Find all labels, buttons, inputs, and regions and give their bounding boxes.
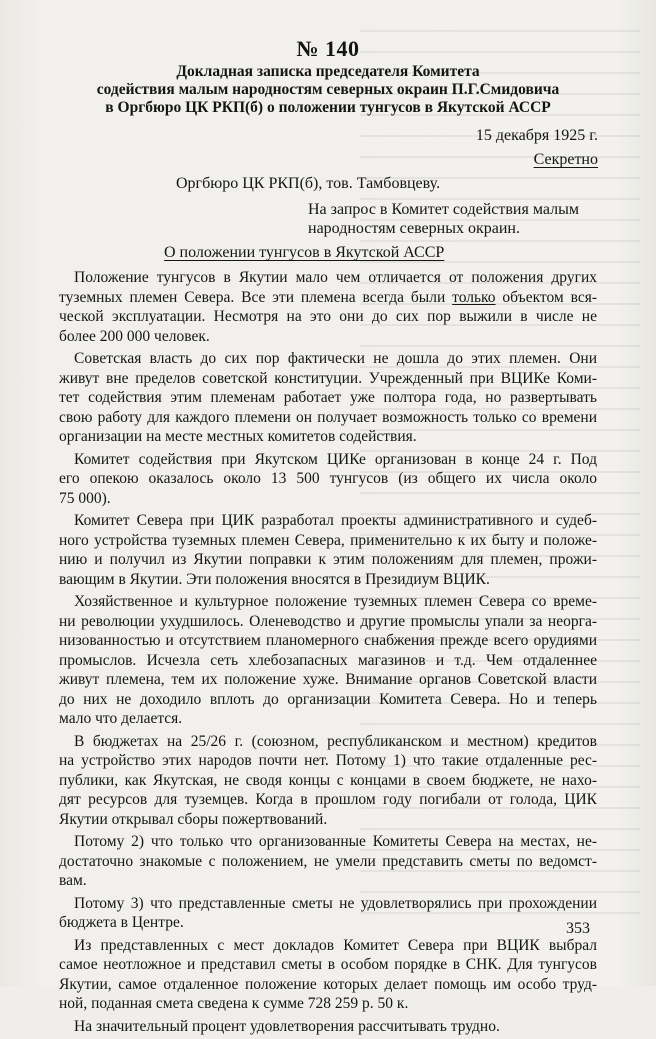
text-line: ни революции ухудшилось. Оленеводство и другие промыслы упали за неорга- [59, 612, 597, 630]
text-line: Потому 3) что представленные сметы не удовлетворялись при прохождении [74, 894, 597, 912]
text-line: Комитет содействия при Якутском ЦИКе организован в конце 24 г. Под [74, 450, 597, 468]
text-line: живут вне пределов советской конституции. Учрежденный при ВЦИКе Коми- [59, 369, 597, 387]
text-line: самое неотложное и представил сметы в особом порядке в СНК. Для тунгусов [59, 956, 597, 973]
text-segment: туземных племен Севера. Все эти племена всегда были [59, 288, 453, 306]
text-line: более 200 000 человек. [59, 327, 210, 345]
text-line: мало что делается. [59, 710, 183, 727]
text-line: Якутии открывал сборы пожертвований. [59, 810, 328, 828]
text-line: дят ресурсов для туземцев. Когда в прошлом году погибали от голода, ЦИК [59, 791, 597, 808]
request-line: На запрос в Комитет содействия малым [308, 201, 579, 218]
text-line: вам. [59, 872, 87, 889]
text-line: промыслов. Исчезла сеть хлебозапасных магазинов и т.д. Чем отдаленнее [59, 651, 597, 669]
text-line: низованностью и отсутствием планомерного снабжения прежде всего орудиями [59, 632, 597, 649]
classification-mark: Секретно [533, 151, 598, 168]
text-line: публики, как Якутская, не сводя концы с концами в своем бюджете, не нахо- [59, 771, 597, 789]
text-line: Потому 2) что только что организованные Комитеты Севера на местах, не- [74, 833, 597, 850]
paragraph-6 [59, 732, 597, 830]
text-line: Из представленных с мест докладов Комитет Севера при ВЦИК выбрал [74, 936, 597, 954]
subject-heading: О положении тунгусов в Якутской АССР [164, 244, 445, 261]
text-line [59, 288, 597, 308]
text-line: 75 000). [59, 489, 111, 507]
text-line: Положение тунгусов в Якутии мало чем отличается от положения других [74, 269, 597, 286]
text-line: ческой эксплуатации. Несмотря на это они до сих пор выжили в числе не [59, 308, 597, 325]
paragraph-5 [59, 592, 597, 729]
paragraph-3 [59, 450, 597, 509]
text-line: В бюджетах на 25/26 г. (союзном, республиканском и местном) кредитов [74, 732, 597, 750]
text-segment: объектом вся- [495, 288, 598, 306]
text-line: ного устройства туземных племен Севера, применительно к их быту и положе- [59, 531, 597, 549]
text-line: свою работу для каждого племени он получает возможность только со времени [59, 408, 597, 426]
document-body [59, 268, 597, 1039]
text-line: Советская власть до сих пор фактически не дошла до этих племен. Они [74, 350, 597, 367]
title-line: Докладная записка председателя Комитета [176, 63, 480, 80]
text-line: до них не доходило вплоть до организации Комитета Севера. Но и теперь [59, 690, 597, 708]
text-line: его опекою оказалось около 13 500 тунгусов (из общего их числа около [59, 470, 597, 487]
paragraph-1 [59, 268, 597, 346]
paragraph-4 [59, 511, 597, 589]
document-date: 15 декабря 1925 г. [475, 127, 598, 144]
request-reference [308, 200, 600, 238]
paragraph-8 [59, 894, 597, 933]
text-line: вающим в Якутии. Эти положения вносятся в Президиум ВЦИК. [59, 570, 490, 588]
text-line: ной, поданная смета сведена к сумме 728 259 р. 50 к. [59, 995, 409, 1012]
underlined-word: только [452, 288, 496, 306]
addressee: Оргбюро ЦК РКП(б), тов. Тамбовцеву. [176, 175, 441, 192]
text-line: организации на месте местных комитетов содействия. [59, 428, 417, 445]
text-line: тет содействия этим племенам работает уже полтора года, но развертывать [59, 389, 597, 406]
text-line: Якутии, самое отдаленное положение которых делает помощь им особо труд- [59, 975, 597, 993]
title-line: содействия малым народностям северных окраин П.Г.Смидовича [96, 81, 560, 98]
paragraph-7 [59, 832, 597, 891]
text-line: бюджета в Центре. [59, 914, 184, 931]
page-number: 353 [566, 920, 590, 937]
text-line: На значительный процент удовлетворения рассчитывать трудно. [74, 1017, 500, 1035]
text-line: достаточно знакомые с положением, не умели представить сметы по ведомст- [59, 852, 597, 870]
document-number: № 140 [296, 36, 360, 61]
text-line: Комитет Севера при ЦИК разработал проекты административного и судеб- [74, 512, 597, 529]
title-line: в Оргбюро ЦК РКП(б) о положении тунгусов в Якутской АССР [105, 99, 551, 116]
request-line: народностям северных окраин. [308, 220, 520, 237]
text-line: на устройство этих народов почти нет. Потому 1) что такие отдаленные рес- [59, 752, 597, 769]
paragraph-9 [59, 936, 597, 1014]
text-line: нию и получил из Якутии поправки к этим положениям для племен, прожи- [59, 551, 597, 568]
document-title [60, 63, 596, 117]
text-line: живут племена, тем их положение хуже. Внимание органов Советской власти [59, 671, 597, 688]
paragraph-10 [59, 1017, 597, 1037]
text-line: Хозяйственное и культурное положение туземных племен Севера со време- [74, 593, 597, 610]
paragraph-2 [59, 349, 597, 447]
